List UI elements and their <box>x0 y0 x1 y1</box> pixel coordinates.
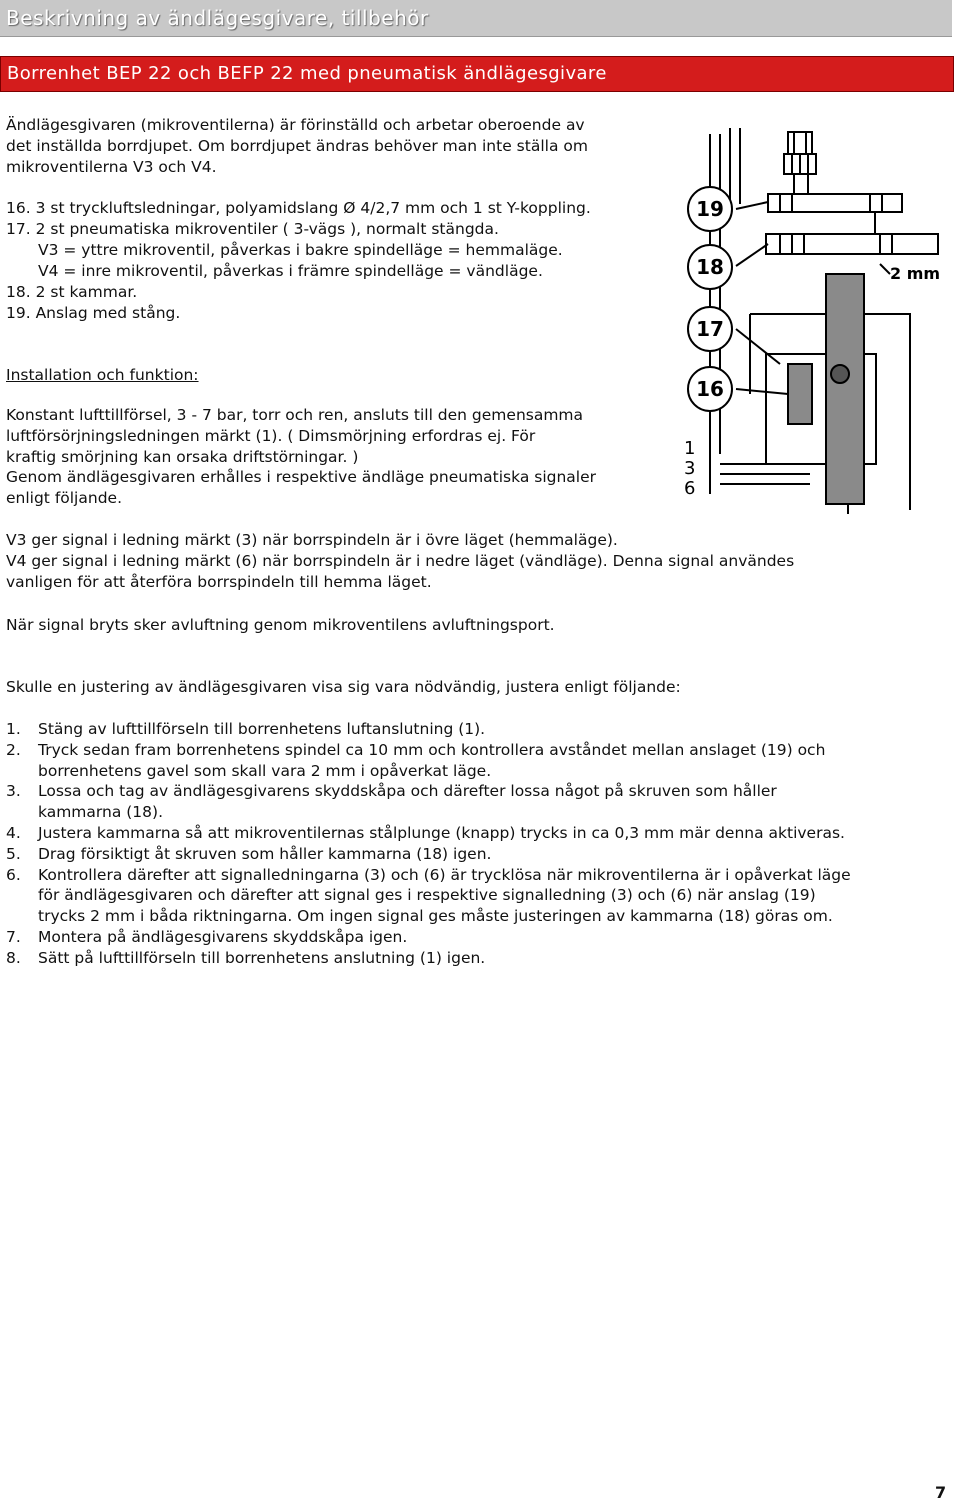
step-item <box>6 948 851 969</box>
installation-heading: Installation och funktion: <box>6 366 199 384</box>
parts-list <box>6 198 591 324</box>
step-item <box>6 823 851 844</box>
step-text: för ändlägesgivaren och därefter att signal ges i respektive signalledning (3) och (6) när anslag (19) <box>38 886 816 905</box>
step-number: 4. <box>6 823 21 842</box>
step-item <box>6 865 851 927</box>
paragraph-line: Konstant lufttillförsel, 3 - 7 bar, torr och ren, ansluts till den gemensamma <box>6 406 584 424</box>
subsection-title: Borrenhet BEP 22 och BEFP 22 med pneumatisk ändlägesgivare <box>7 63 607 84</box>
step-text: trycks 2 mm i båda riktningarna. Om ingen signal ges måste justeringen av kammarna (18) göras om. <box>38 907 833 926</box>
port-label: 6 <box>684 478 696 499</box>
step-item <box>6 719 851 740</box>
step-text: Sätt på lufttillförseln till borrenhetens anslutning (1) igen. <box>38 948 486 967</box>
page-number: 7 <box>935 1483 947 1502</box>
adjustment-steps <box>6 719 851 969</box>
adjustment-intro <box>6 677 681 698</box>
venting-paragraph <box>6 615 555 636</box>
paragraph-line: Genom ändlägesgivaren erhålles i respektive ändläge pneumatiska signaler <box>6 468 597 487</box>
part-item-17-v4: V4 = inre mikroventil, påverkas i främre spindelläge = vändläge. <box>38 262 543 280</box>
step-item <box>6 927 851 948</box>
limit-switch-diagram <box>680 124 942 514</box>
step-text: Kontrollera därefter att signalledningarna (3) och (6) är trycklösa när mikroventilerna är i opåverkat läge <box>38 865 851 884</box>
part-item-19: 19. Anslag med stång. <box>6 304 181 322</box>
step-number: 3. <box>6 782 21 801</box>
step-text: Justera kammarna så att mikroventilernas stålplunge (knapp) trycks in ca 0,3 mm mär denna aktiveras. <box>38 823 845 842</box>
intro-line: mikroventilerna V3 och V4. <box>6 158 217 176</box>
part-item-17: 17. 2 st pneumatiska mikroventiler ( 3-vägs ), normalt stängda. <box>6 220 499 238</box>
step-item <box>6 844 851 865</box>
port-label: 1 <box>684 438 696 459</box>
step-text: borrenhetens gavel som skall vara 2 mm i opåverkat läge. <box>38 761 492 780</box>
spindle <box>826 274 864 504</box>
paragraph-line: kraftig smörjning kan orsaka driftstörningar. ) <box>6 447 359 466</box>
micro-valve <box>788 364 812 424</box>
paragraph-line: vanligen för att återföra borrspindeln till hemma läget. <box>6 572 432 591</box>
callout-label: 19 <box>696 197 724 221</box>
installation-paragraph-1 <box>6 405 596 509</box>
intro-paragraph <box>6 115 666 178</box>
step-text: kammarna (18). <box>38 803 163 822</box>
callout-label: 17 <box>696 317 724 341</box>
section-title-bar <box>0 0 952 37</box>
intro-line: Ändlägesgivaren (mikroventilerna) är förinställd och arbetar oberoende av <box>6 116 585 134</box>
part-item-18: 18. 2 st kammar. <box>6 283 138 301</box>
step-text: Drag försiktigt åt skruven som håller kammarna (18) igen. <box>38 844 492 863</box>
paragraph-line: V4 ger signal i ledning märkt (6) när borrspindeln är i nedre läget (vändläge). Denna signal användes <box>6 551 795 570</box>
step-text: Stäng av lufttillförseln till borrenhetens luftanslutning (1). <box>38 720 486 738</box>
paragraph-line: Skulle en justering av ändlägesgivaren visa sig vara nödvändig, justera enligt följande: <box>6 678 681 696</box>
part-item-16: 16. 3 st tryckluftsledningar, polyamidslang Ø 4/2,7 mm och 1 st Y-koppling. <box>6 199 591 217</box>
step-number: 7. <box>6 927 21 946</box>
top-nut <box>788 132 812 154</box>
step-text: Montera på ändlägesgivarens skyddskåpa igen. <box>38 927 408 946</box>
step-text: Tryck sedan fram borrenhetens spindel ca 10 mm och kontrollera avståndet mellan anslaget (19) och <box>38 740 826 759</box>
step-text: Lossa och tag av ändlägesgivarens skyddskåpa och därefter lossa något på skruven som håller <box>38 782 777 801</box>
step-item <box>6 740 851 782</box>
paragraph-line: enligt följande. <box>6 489 122 508</box>
paragraph-line: luftförsörjningsledningen märkt (1). ( Dimsmörjning erfordras ej. För <box>6 426 536 445</box>
signal-paragraph <box>6 530 794 592</box>
step-number: 1. <box>6 720 21 738</box>
callout-label: 18 <box>696 255 724 279</box>
section-title: Beskrivning av ändlägesgivare, tillbehör <box>6 6 429 30</box>
subsection-title-bar <box>0 56 954 92</box>
step-number: 2. <box>6 740 21 759</box>
intro-line: det inställda borrdjupet. Om borrdjupet ändras behöver man inte ställa om <box>6 137 588 155</box>
paragraph-line: V3 ger signal i ledning märkt (3) när borrspindeln är i övre läget (hemmaläge). <box>6 531 618 549</box>
callout-label: 16 <box>696 377 724 401</box>
paragraph-line: När signal bryts sker avluftning genom mikroventilens avluftningsport. <box>6 616 555 634</box>
part-item-17-v3: V3 = yttre mikroventil, påverkas i bakre spindelläge = hemmaläge. <box>38 241 563 259</box>
step-number: 5. <box>6 844 21 863</box>
port-label: 3 <box>684 458 696 479</box>
step-number: 8. <box>6 948 21 967</box>
dimension-label: 2 mm <box>890 264 941 283</box>
step-item <box>6 781 851 823</box>
step-number: 6. <box>6 865 21 884</box>
